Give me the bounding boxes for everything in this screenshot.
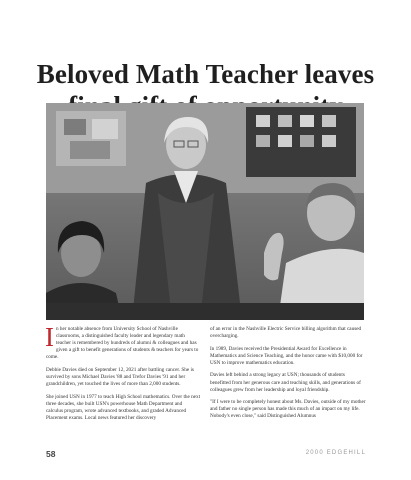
paragraph: "If I were to be completely honest about Ms. Davies, outside of my mother and father no single person has made this much of an impact on my life. Nobody's even close," said Distinguished Alumnus xyxy=(210,399,366,420)
paragraph xyxy=(45,322,200,361)
article-column-right xyxy=(210,326,366,426)
article-column-left xyxy=(45,322,201,428)
paragraph: Davies left behind a strong legacy at USN; thousands of students benefitted from her generous care and teaching skills, and generations of colleagues grew from her leadership and loyal friendship. xyxy=(210,372,361,393)
classroom-photo xyxy=(46,103,364,320)
paragraph-text: n her notable absence from University School of Nashville classrooms, a distinguished faculty leader and legendary math teacher is remembered by hundreds of alumni & colleagues and has given a gift to benefit generations of students & teachers for years to come. xyxy=(46,326,199,361)
headline-line-1: Beloved Math Teacher leaves xyxy=(36,59,375,90)
paragraph: of an error in the Nashville Electric Service billing algorithm that caused overcharging. xyxy=(210,326,362,340)
paragraph: She joined USN in 1977 to teach High School mathematics. Over the next three decades, she built USN's powerhouse Math Department and calculus program, wrote advanced textbooks, and graded Advanced Placement exams. Local news featured her discovery xyxy=(46,393,201,422)
paragraph: Debbie Davies died on September 12, 2021 after battling cancer. She is survived by sons Michael Davies '88 and Trefor Davies '91 and her grandchildren, yet touched the lives of more than 2,000 students. xyxy=(46,366,194,388)
paragraph: In 1989, Davies received the Presidential Award for Excellence in Mathematics and Science Teaching, and the honor came with $10,000 for USN to improve mathematics education. xyxy=(210,345,363,366)
classroom-photo-illustration xyxy=(46,103,364,320)
magazine-name: 2000 EDGEHILL xyxy=(305,450,366,456)
drop-cap: I xyxy=(45,322,54,352)
page-number: 58 xyxy=(46,449,56,459)
